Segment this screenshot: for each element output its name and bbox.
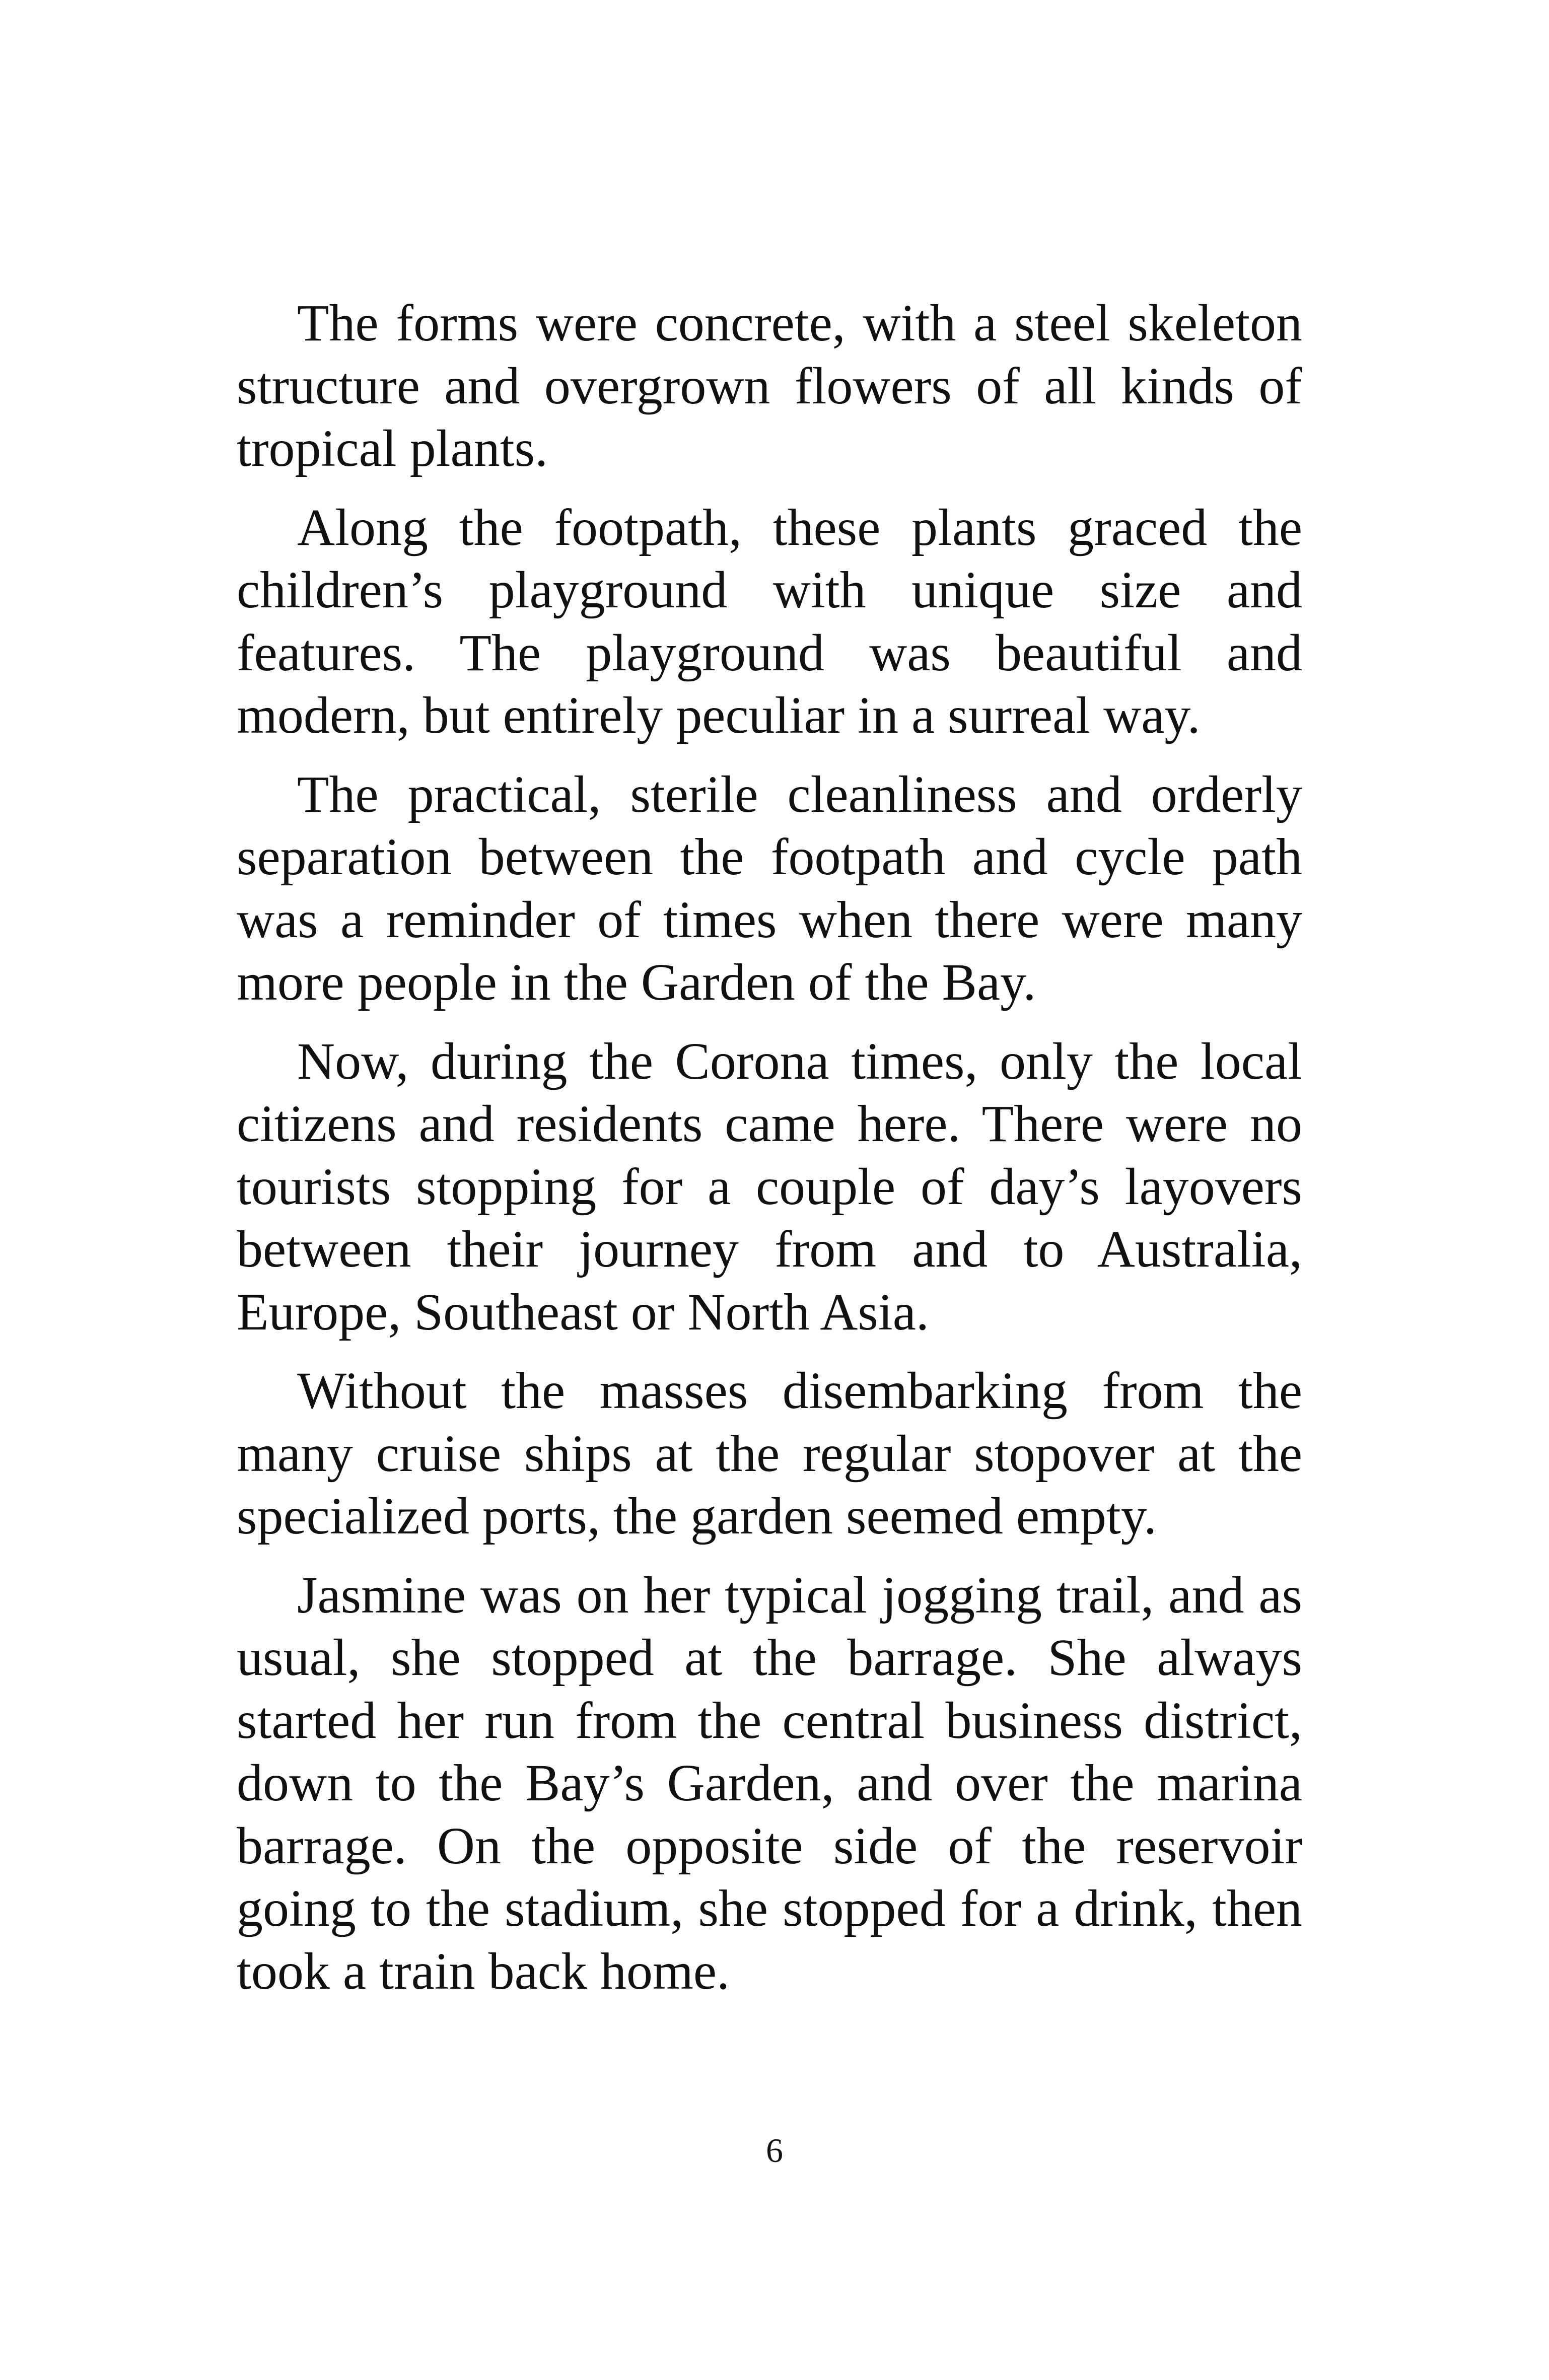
paragraph-3: The practical, sterile cleanliness and orderly separation between the footpath and cycle path was a reminder of times when there were many more people in the Garden of the Bay.: [237, 765, 1302, 1011]
paragraph-1: The forms were concrete, with a steel skeleton structure and overgrown flowers of all kinds of tropical plants.: [237, 294, 1302, 477]
paragraph-4: Now, during the Corona times, only the local citizens and residents came here. There were no tourists stopping for a couple of day’s layovers between their journey from and to Australia, Europe, Southeast or North Asia.: [237, 1032, 1302, 1341]
paragraph-2: Along the footpath, these plants graced the children’s playground with unique size and features. The playground was beautiful and modern, but entirely peculiar in a surreal way.: [237, 498, 1302, 744]
paragraph-5: Without the masses disembarking from the many cruise ships at the regular stopover at the specialized ports, the garden seemed empty.: [237, 1362, 1302, 1545]
page-number: 6: [766, 2131, 783, 2169]
paragraph-6: Jasmine was on her typical jogging trail, and as usual, she stopped at the barrage. She always started her run from the central business district, down to the Bay’s Garden, and over the marina barrage. On the opposite side of the reservoir going to the stadium, she stopped for a drink, then took a train back home.: [237, 1566, 1302, 2000]
body-text: [237, 292, 1302, 2003]
